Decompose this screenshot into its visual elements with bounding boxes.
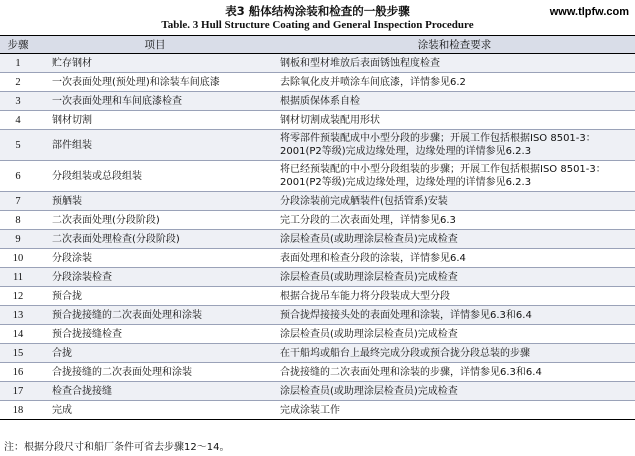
step-requirement: 涂层检查员(或助理涂层检查员)完成检查 [274, 230, 635, 249]
header-requirements: 涂装和检查要求 [274, 36, 635, 54]
table-row [0, 249, 635, 268]
step-item: 检查合拢接缝 [36, 382, 274, 401]
step-requirement: 去除氧化皮并喷涂车间底漆，详情参见6.2 [274, 73, 635, 92]
step-requirement: 预合拢焊接接头处的表面处理和涂装，详情参见6.3和6.4 [274, 306, 635, 325]
step-number: 17 [0, 382, 36, 401]
table-row [0, 192, 635, 211]
step-item: 钢材切割 [36, 111, 274, 130]
step-requirement: 分段涂装前完成舾装件(包括管系)安装 [274, 192, 635, 211]
table-title-en: Table. 3 Hull Structure Coating and General Inspection Procedure [161, 19, 474, 31]
step-requirement: 将零部件预装配成中小型分段的步骤；开展工作包括根据ISO 8501-3：2001(P2等级)完成边缘处理，边缘处理的详情参见6.2.3 [274, 130, 635, 161]
table-row [0, 161, 635, 192]
header-item: 项目 [36, 36, 274, 54]
step-item: 一次表面处理(预处理)和涂装车间底漆 [36, 73, 274, 92]
step-requirement: 完工分段的二次表面处理，详情参见6.3 [274, 211, 635, 230]
step-number: 14 [0, 325, 36, 344]
step-number: 11 [0, 268, 36, 287]
step-number: 15 [0, 344, 36, 363]
step-requirement: 根据质保体系自检 [274, 92, 635, 111]
step-item: 分段组装或总段组装 [36, 161, 274, 192]
step-requirement: 完成涂装工作 [274, 401, 635, 420]
table-row [0, 268, 635, 287]
procedure-table [0, 35, 635, 420]
table-row [0, 111, 635, 130]
watermark: www.tlpfw.com [549, 6, 629, 18]
table-row [0, 382, 635, 401]
step-requirement: 将已经预装配的中小型分段组装的步骤；开展工作包括根据ISO 8501-3：2001(P2等级)完成边缘处理，边缘处理的详情参见6.2.3 [274, 161, 635, 192]
step-number: 7 [0, 192, 36, 211]
step-number: 3 [0, 92, 36, 111]
step-item: 分段涂装检查 [36, 268, 274, 287]
step-requirement: 在干船坞或船台上最终完成分段或预合拢分段总装的步骤 [274, 344, 635, 363]
table-row [0, 363, 635, 382]
step-item: 一次表面处理和车间底漆检查 [36, 92, 274, 111]
step-number: 9 [0, 230, 36, 249]
step-requirement: 涂层检查员(或助理涂层检查员)完成检查 [274, 268, 635, 287]
header-step: 步骤 [0, 36, 36, 54]
table-row [0, 287, 635, 306]
step-number: 2 [0, 73, 36, 92]
step-number: 8 [0, 211, 36, 230]
step-item: 完成 [36, 401, 274, 420]
step-requirement: 表面处理和检查分段的涂装，详情参见6.4 [274, 249, 635, 268]
table-row [0, 306, 635, 325]
step-item: 预合拢接缝的二次表面处理和涂装 [36, 306, 274, 325]
step-number: 10 [0, 249, 36, 268]
step-number: 13 [0, 306, 36, 325]
table-row [0, 73, 635, 92]
step-number: 18 [0, 401, 36, 420]
step-requirement: 根据合拢吊车能力将分段装成大型分段 [274, 287, 635, 306]
step-requirement: 钢材切割成装配用形状 [274, 111, 635, 130]
step-number: 4 [0, 111, 36, 130]
table-title-cn: 表3 船体结构涂装和检查的一般步骤 [225, 4, 410, 18]
step-requirement: 涂层检查员(或助理涂层检查员)完成检查 [274, 325, 635, 344]
step-item: 分段涂装 [36, 249, 274, 268]
step-item: 预舾装 [36, 192, 274, 211]
step-requirement: 涂层检查员(或助理涂层检查员)完成检查 [274, 382, 635, 401]
table-row [0, 130, 635, 161]
table-body [0, 54, 635, 420]
table-row [0, 230, 635, 249]
table-row [0, 54, 635, 73]
step-item: 合拢 [36, 344, 274, 363]
table-row [0, 325, 635, 344]
table-note: 注：根据分段尺寸和船厂条件可省去步骤12～14。 [4, 442, 230, 453]
step-number: 12 [0, 287, 36, 306]
step-requirement: 钢板和型材堆放后表面锈蚀程度检查 [274, 54, 635, 73]
step-number: 6 [0, 161, 36, 192]
step-item: 二次表面处理检查(分段阶段) [36, 230, 274, 249]
step-requirement: 合拢接缝的二次表面处理和涂装的步骤，详情参见6.3和6.4 [274, 363, 635, 382]
table-row [0, 211, 635, 230]
step-item: 合拢接缝的二次表面处理和涂装 [36, 363, 274, 382]
step-number: 16 [0, 363, 36, 382]
step-number: 1 [0, 54, 36, 73]
step-item: 二次表面处理(分段阶段) [36, 211, 274, 230]
step-item: 预合拢接缝检查 [36, 325, 274, 344]
step-number: 5 [0, 130, 36, 161]
table-row [0, 92, 635, 111]
step-item: 贮存钢材 [36, 54, 274, 73]
table-row [0, 344, 635, 363]
table-header-row [0, 36, 635, 54]
table-row [0, 401, 635, 420]
step-item: 部件组装 [36, 130, 274, 161]
step-item: 预合拢 [36, 287, 274, 306]
